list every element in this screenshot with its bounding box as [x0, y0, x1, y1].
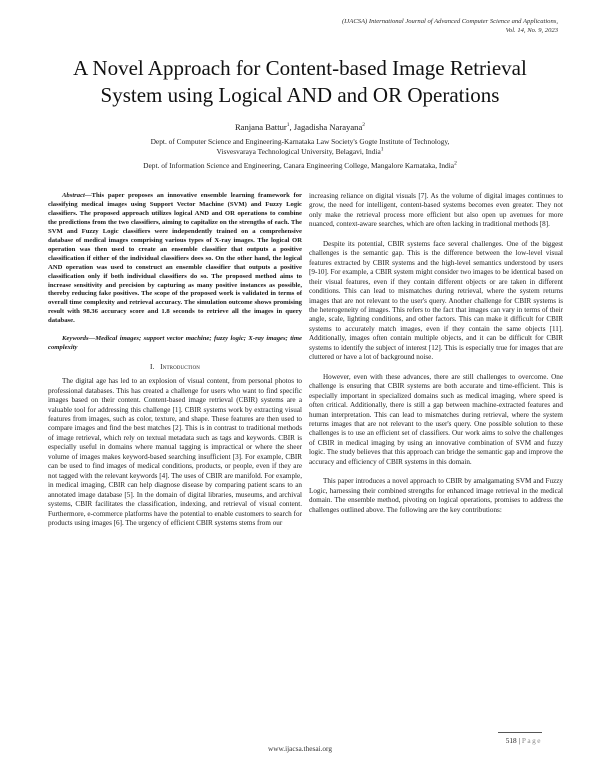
body-paragraph: Despite its potential, CBIR systems face several challenges. One of the biggest challenges is the semantic gap. This is the difference between the low-level visual features extracted by CBIR systems and the high-level semantics understood by users [9-10]. For example, a CBIR system might consider two images to be identical based on their visual features, even if they contain different objects or are taken in different conditions. This can lead to mismatches during retrieval, where the system returns images that are not relevant to the user's query. Another challenge for CBIR systems is the heterogeneity of images. This refers to the fact that images can vary in terms of their angle, scale, lighting conditions, and other factors. This can make it difficult for CBIR systems to accurately match images, even if they contain the same objects [11]. Additionally, images often contain multiple objects, and it can be difficult for CBIR systems to identify the subject of interest [12]. This is especially true for images that are cluttered or have a lot of background noise. — [309, 239, 563, 362]
author-name: Jagadisha Narayana — [293, 122, 363, 132]
body-paragraph: However, even with these advances, there are still challenges to overcome. One challenge is ensuring that CBIR systems are both accurate and time-efficient. This is especially important in specialized domains such as medical imaging, where speed is often critical. Additionally, there is still a gap between machine-extracted features and human interpretation. This can lead to mismatches during retrieval, where the system returns images that are not relevant to the user's query. One possible solution to these challenges is to use an efficient set of classifiers. Our work aims to solve the challenges of CBIR in medical imaging by using an innovative combination of SVM and fuzzy logic. The study believes that this approach can bridge the semantic gap and improve the accuracy and efficiency of CBIR systems in this domain. — [309, 372, 563, 466]
affiliation-1-line1: Dept. of Computer Science and Engineering-Karnataka Law Society's Gogte Institute of Technology, — [150, 137, 450, 146]
affiliation-1-line2: Visvesvaraya Technological University, Belagavi, India — [216, 147, 381, 156]
body-paragraph: The digital age has led to an explosion of visual content, from personal photos to professional databases. This has created a challenge for users who want to find specific images based on their content. Content-based image retrieval (CBIR) systems are a valuable tool for addressing this challenge [1]. CBIR systems work by extracting visual features from images, such as color, texture, and shape. These features are then used to compare images and find the best matches [2]. This is in contrast to traditional methods of image retrieval, which rely on textual metadata such as tags and keywords. CBIR is especially useful in domains where manual tagging is impractical or where the sheer volume of images makes keyword-based searching insufficient [3]. For example, CBIR can be used to find images of medical conditions, products, or people, even if they are not tagged with the relevant keywords [4]. The uses of CBIR are manifold. For example, in medical imaging, CBIR can help diagnose disease by comparing patient scans to an annotated image database [5]. In the domain of digital libraries, museums, and archival systems, CBIR facilitates the classification, indexing, and retrieval of visual content. Furthermore, e-commerce platforms have the potential to enable customers to search for products using images [6]. The urgency of efficient CBIR systems stems from our — [48, 377, 302, 527]
journal-header-line1: (IJACSA) International Journal of Advanced Computer Science and Applications, — [341, 18, 558, 25]
journal-header — [342, 17, 558, 35]
affiliation-mark: 1 — [286, 122, 290, 129]
paper-title — [0, 55, 600, 109]
affiliation-2 — [0, 161, 600, 171]
keywords-dash: — — [88, 335, 96, 343]
page-number-separator: | — [516, 736, 522, 745]
affiliation-mark: 2 — [362, 122, 366, 129]
journal-header-line2: Vol. 14, No. 9, 2023 — [505, 27, 558, 34]
author-list — [0, 121, 600, 133]
body-paragraph: This paper introduces a novel approach to CBIR by amalgamating SVM and Fuzzy Logic, harnessing their combined strengths for enhanced image retrieval in the medical domain. The ensemble method, pivoting on logical operations, promises to address the challenges outlined above. The following are the key contributions: — [309, 477, 563, 514]
paper-title-line2: System using Logical AND and OR Operations — [100, 83, 500, 107]
body-paragraph: increasing reliance on digital visuals [7]. As the volume of digital images continues to grow, the need for intelligent, content-based systems becomes even greater. They not only make the retrieval process more efficient but also open up avenues for more nuanced, context-aware searches, which are often lacking in traditional methods [8]. — [309, 192, 563, 229]
keywords — [48, 335, 302, 353]
left-column — [48, 192, 302, 528]
affiliation-mark: 1 — [380, 146, 384, 153]
abstract-dash: — — [84, 192, 92, 199]
author-separator: , — [289, 122, 294, 132]
affiliation-mark: 2 — [454, 160, 457, 167]
journal-url[interactable]: www.ijacsa.thesai.org — [267, 744, 333, 753]
affiliation-1 — [0, 137, 600, 157]
section-heading — [48, 362, 302, 372]
section-number: I. — [150, 362, 155, 372]
page-word: Page — [521, 736, 542, 745]
abstract-lead: Abstract — [62, 192, 85, 199]
keywords-text: Medical images; support vector machine; fuzzy logic; X-ray images; time complexity — [48, 335, 302, 352]
affiliation-2-text: Dept. of Information Science and Engineering, Canara Engineering College, Mangalore Karnataka, India — [143, 161, 455, 170]
section-title: Introduction — [160, 362, 200, 372]
keywords-lead: Keywords — [62, 335, 89, 343]
right-column — [309, 192, 563, 515]
page-number-value: 518 — [505, 736, 517, 745]
author-name: Ranjana Battur — [234, 122, 287, 132]
abstract-text: This paper proposes an innovative ensemble learning framework for classifying medical images using Support Vector Machine (SVM) and Fuzzy Logic classifiers. The proposed approach utilizes logical AND and OR operations to combine the predictions from the two classifiers, aiming to capitalize on the strengths of each. The SVM and Fuzzy Logic classifiers were independently trained on a comprehensive database of medical images comprising various types of X-ray images. The logical OR operation was then used to create an ensemble classifier that outputs a positive classification if either of the individual classifiers does so. On the other hand, the logical AND operation was used to construct an ensemble classifier that outputs a positive classification only if both individual classifiers do so. The proposed method aims to increase sensitivity and precision by capturing as many positive instances as possible, thereby reducing fake positives. The scope of the proposed work is validated in terms of overall time complexity and retrieval accuracy. The simulation outcome shows promising result with 98.36 accuracy score and 1.8 seconds to retrieve all the images in query database. — [48, 192, 302, 325]
paper-title-line1: A Novel Approach for Content-based Image Retrieval — [73, 56, 527, 80]
abstract — [48, 192, 302, 326]
footer-divider — [498, 732, 542, 733]
